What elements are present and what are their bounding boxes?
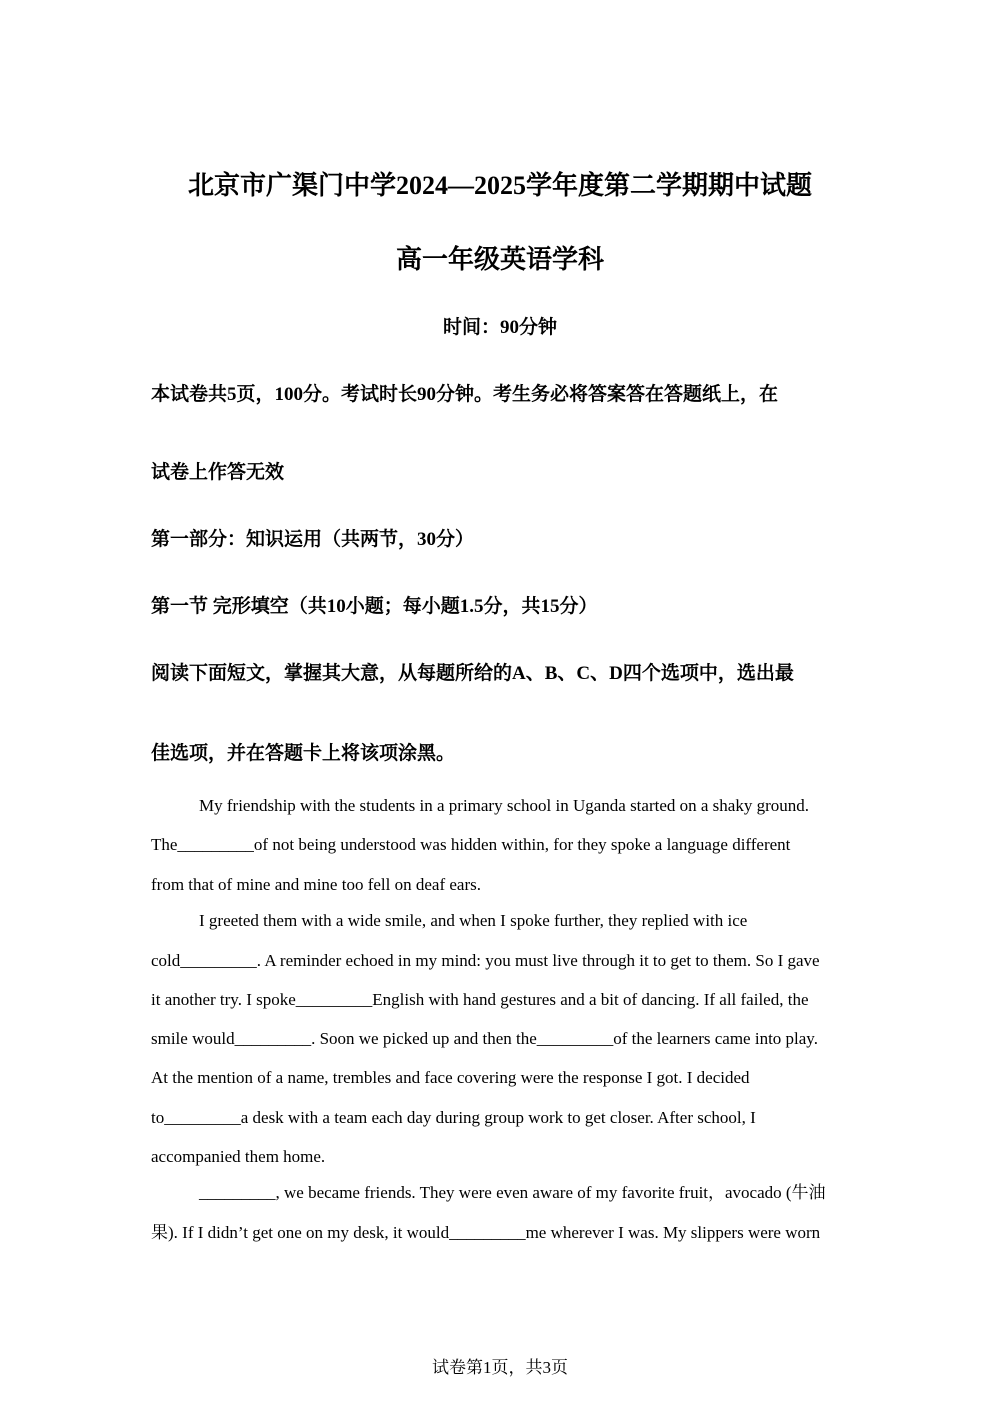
passage-line: smile would_________. Soon we picked up and then the_________of the learners came into play. (151, 1029, 818, 1048)
part-1-title: 第一部分：知识运用（共两节，30分） (151, 529, 475, 550)
passage-line: accompanied them home. (151, 1147, 326, 1166)
passage-line: cold_________. A reminder echoed in my mind: you must live through it to get to them. So I gave (151, 951, 820, 970)
exam-time: 时间：90分钟 (442, 317, 557, 338)
exam-title: 北京市广渠门中学2024—2025学年度第二学期期中试题 (187, 171, 812, 200)
passage-line: to_________a desk with a team each day during group work to get closer. After school, I (151, 1108, 756, 1127)
passage-line: I greeted them with a wide smile, and when I spoke further, they replied with ice (199, 911, 748, 930)
page-footer: 试卷第1页，共3页 (432, 1358, 568, 1377)
passage-line: My friendship with the students in a primary school in Uganda started on a shaky ground. (199, 796, 809, 815)
passage-line: it another try. I spoke_________English with hand gestures and a bit of dancing. If all failed, the (151, 990, 809, 1009)
instructions-line-2: 试卷上作答无效 (151, 462, 285, 483)
section-1-title: 第一节 完形填空（共10小题；每小题1.5分，共15分） (151, 596, 598, 617)
directions-line-2: 佳选项，并在答题卡上将该项涂黑。 (151, 743, 456, 764)
passage-line: 果). If I didn’t get one on my desk, it would_________me wherever I was. My slippers were worn (151, 1223, 821, 1242)
passage-line: _________, we became friends. They were even aware of my favorite fruit，avocado (牛油 (199, 1183, 826, 1202)
passage-line: At the mention of a name, trembles and face covering were the response I got. I decided (151, 1068, 750, 1087)
instructions-line-1: 本试卷共5页，100分。考试时长90分钟。考生务必将答案答在答题纸上，在 (151, 384, 779, 405)
exam-subtitle: 高一年级英语学科 (395, 245, 604, 274)
passage-line: from that of mine and mine too fell on deaf ears. (151, 875, 481, 894)
directions-line-1: 阅读下面短文，掌握其大意，从每题所给的A、B、C、D四个选项中，选出最 (151, 663, 794, 684)
passage-line: The_________of not being understood was hidden within, for they spoke a language different (151, 835, 791, 854)
